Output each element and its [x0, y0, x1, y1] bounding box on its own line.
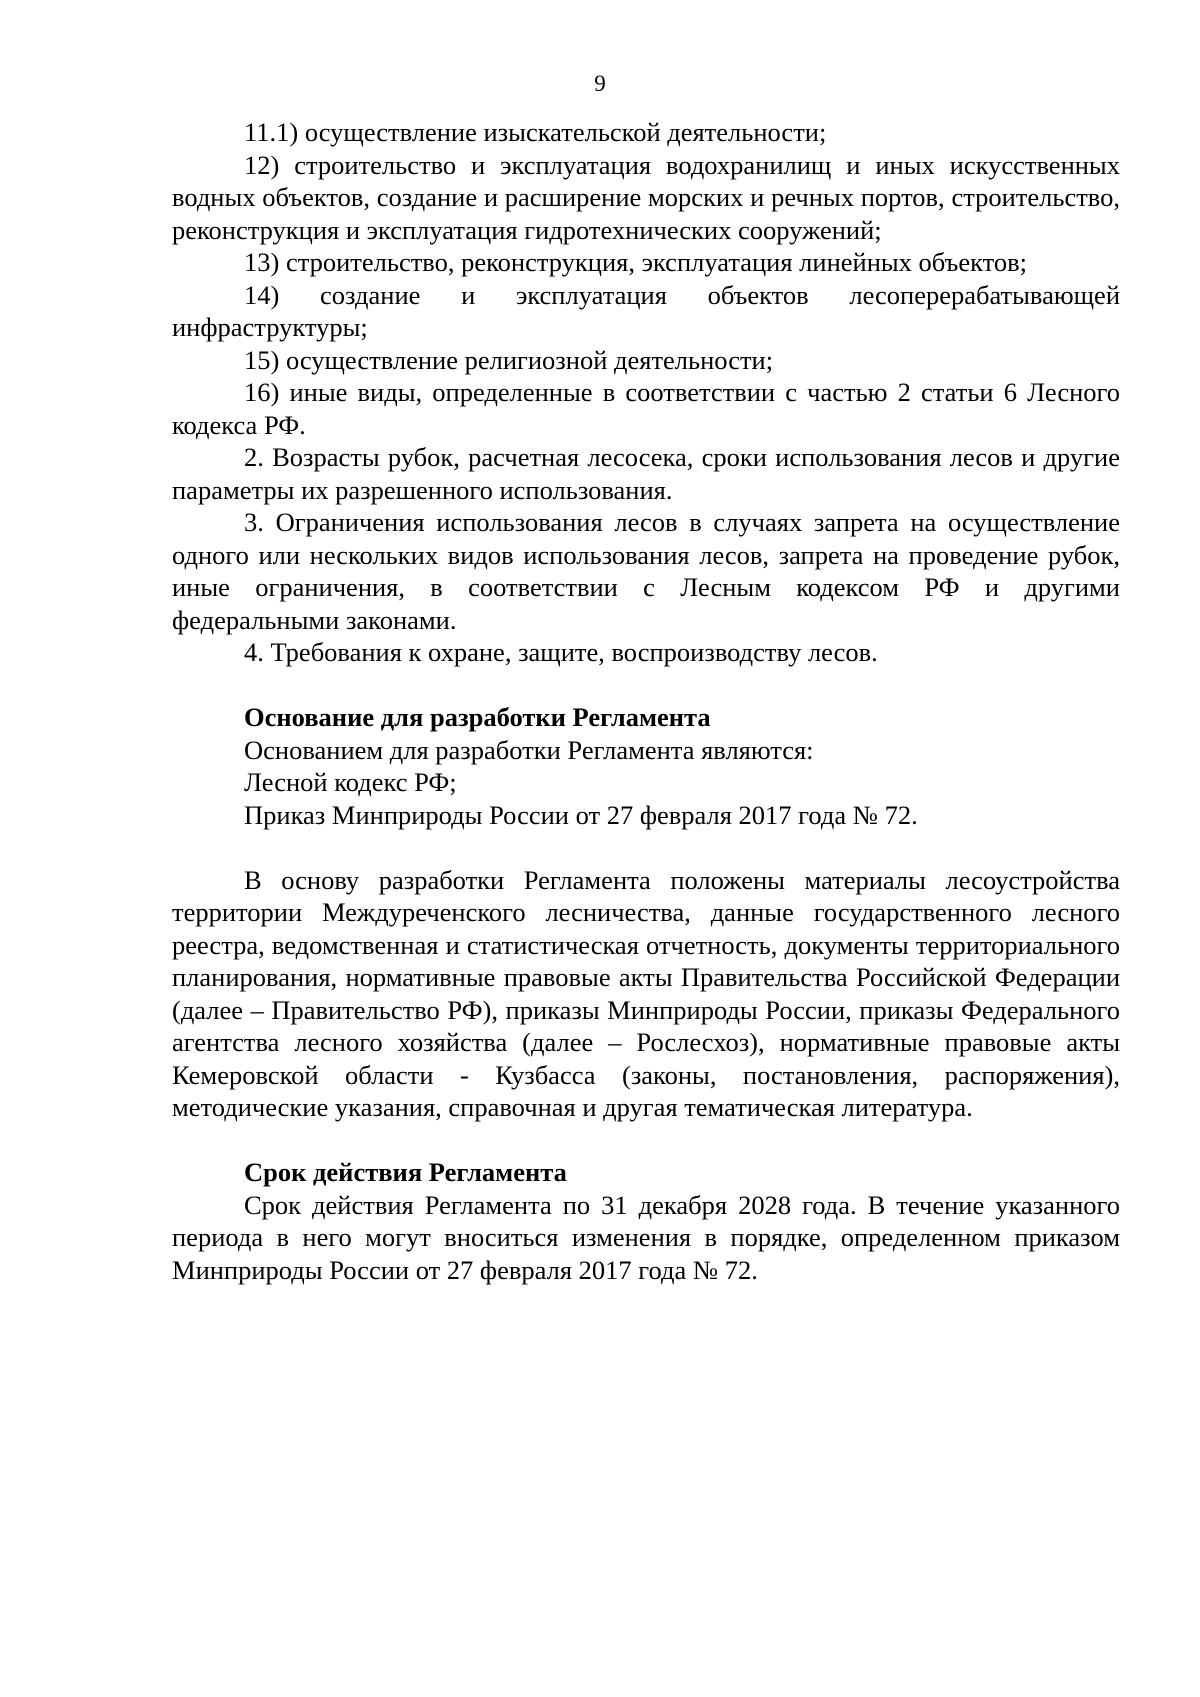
- page-number: 9: [594, 71, 606, 96]
- page-content: [172, 116, 1120, 1286]
- section-spacer: [172, 831, 1120, 864]
- list-item: 13) строительство, реконструкция, эксплуатация линейных объектов;: [244, 247, 1027, 277]
- basis-line: Приказ Минприроды России от 27 февраля 2017 года № 72.: [244, 799, 918, 830]
- numbered-item: 3. Ограничения использования лесов в случаях запрета на осуществление одного или нескольких видов использования лесов, запрета на проведение рубок, иные ограничения, в соответствии с Лесным кодексом РФ и другими федеральными законами.: [172, 507, 1120, 635]
- list-item: 11.1) осуществление изыскательской деятельности;: [244, 117, 827, 147]
- list-item: 15) осуществление религиозной деятельности;: [244, 344, 774, 375]
- list-item: 16) иные виды, определенные в соответствии с частью 2 статьи 6 Лесного кодекса РФ.: [172, 377, 1120, 440]
- term-paragraph: Срок действия Регламента по 31 декабря 2028 года. В течение указанного периода в него могут вноситься изменения в порядке, определенном приказом Минприроды России от 27 февраля 2017 года № 72.: [172, 1189, 1120, 1285]
- numbered-item: 2. Возрасты рубок, расчетная лесосека, сроки использования лесов и другие параметры их разрешенного использования.: [172, 442, 1120, 505]
- list-item: 12) строительство и эксплуатация водохранилищ и иных искусственных водных объектов, создание и расширение морских и речных портов, строительство, реконструкция и эксплуатация гидротехнических сооружений;: [172, 149, 1120, 245]
- term-heading: Срок действия Регламента: [244, 1157, 567, 1187]
- list-item: 14) создание и эксплуатация объектов лесоперерабатывающей инфраструктуры;: [172, 279, 1120, 342]
- basis-heading: Основание для разработки Регламента: [244, 702, 711, 732]
- basis-line: Лесной кодекс РФ;: [244, 767, 457, 797]
- basis-paragraph: В основу разработки Регламента положены материалы лесоустройства территории Междуреченского лесничества, данные государственного лесного реестра, ведомственная и статистическая отчетность, документы территориального планирования, нормативные правовые акты Правительства Российской Федерации (далее – Правительство РФ), приказы Минприроды России, приказы Федерального агентства лесного хозяйства (далее – Рослесхоз), нормативные правовые акты Кемеровской области - Кузбасса (законы, постановления, распоряжения), методические указания, справочная и другая тематическая литература.: [172, 864, 1120, 1122]
- section-spacer: [172, 1124, 1120, 1157]
- numbered-item: 4. Требования к охране, защите, воспроизводству лесов.: [244, 637, 878, 667]
- section-spacer: [172, 669, 1120, 702]
- basis-line: Основанием для разработки Регламента являются:: [244, 734, 814, 765]
